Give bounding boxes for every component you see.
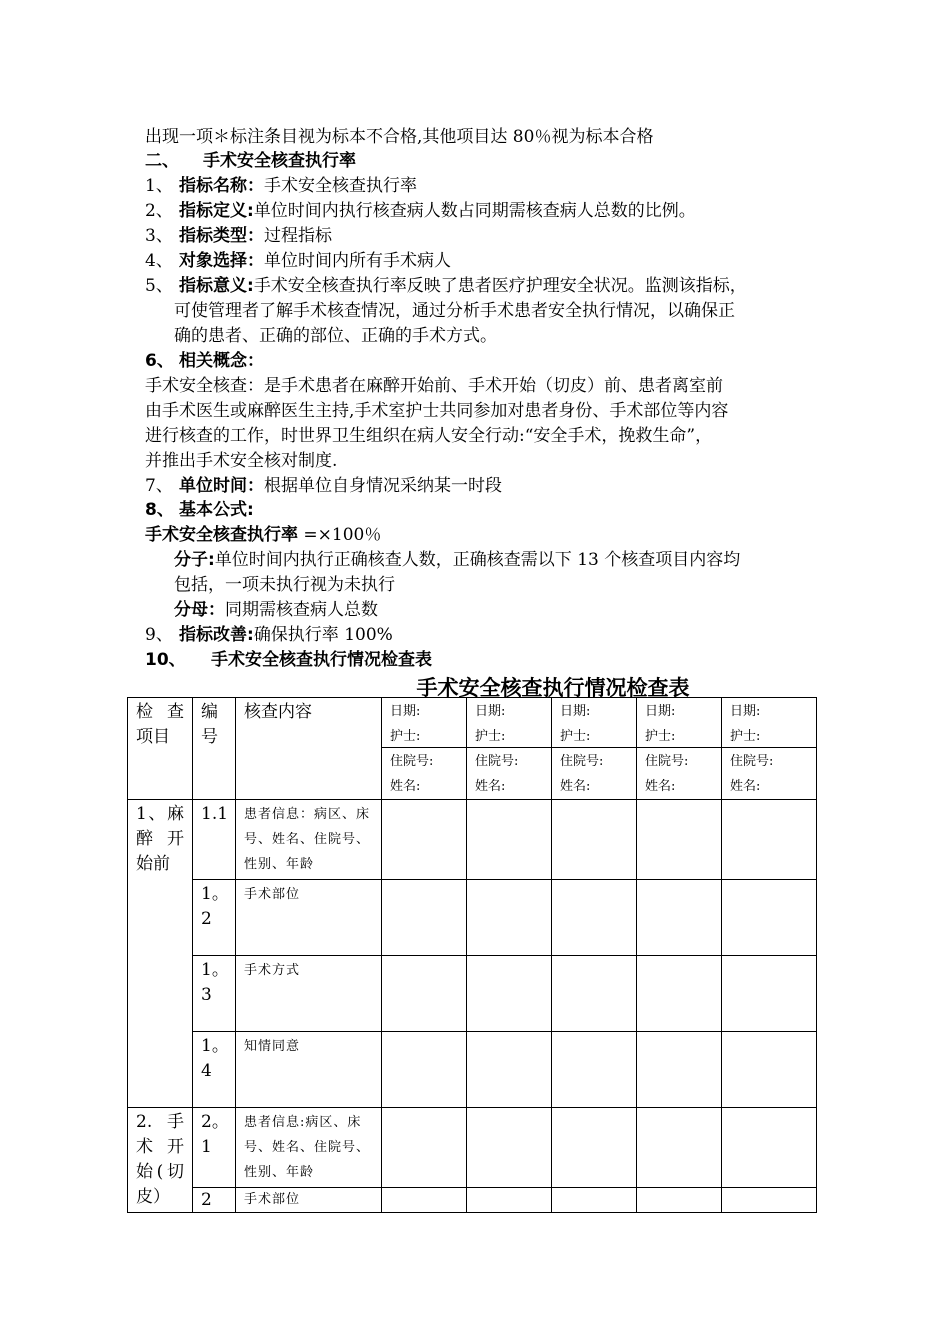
check-cell[interactable] bbox=[637, 1032, 722, 1108]
item-number: 5、 bbox=[145, 276, 173, 296]
nurse-label: 护士: bbox=[730, 729, 761, 744]
table-row bbox=[128, 1032, 817, 1108]
check-cell[interactable] bbox=[382, 956, 467, 1032]
item-number: 1、 bbox=[145, 176, 173, 196]
check-cell[interactable] bbox=[382, 800, 467, 880]
date-label: 日期: bbox=[390, 704, 421, 719]
item-text: 单位时间内执行核查病人数占同期需核查病人总数的比例。 bbox=[253, 201, 696, 221]
admission-no-label: 住院号: bbox=[560, 754, 604, 769]
item-4 bbox=[145, 249, 451, 273]
content-cell: 患者信息:病区、床号、姓名、住院号、性别、年龄 bbox=[236, 1108, 382, 1188]
check-cell[interactable] bbox=[552, 800, 637, 880]
denominator-text: 同期需核查病人总数 bbox=[225, 600, 378, 620]
check-cell[interactable] bbox=[382, 880, 467, 956]
item-number: 7、 bbox=[145, 476, 173, 496]
check-cell[interactable] bbox=[467, 956, 552, 1032]
content-cell: 知情同意 bbox=[236, 1032, 382, 1108]
check-cell[interactable] bbox=[552, 1032, 637, 1108]
date-label: 日期: bbox=[560, 704, 591, 719]
item-text: 手术安全核查执行率反映了患者医疗护理安全状况。监测该指标， bbox=[253, 276, 747, 296]
date-label: 日期: bbox=[475, 704, 506, 719]
formula-text: =×100％ bbox=[298, 525, 382, 545]
section-2-heading bbox=[145, 149, 356, 173]
check-cell[interactable] bbox=[552, 956, 637, 1032]
section-2-title: 手术安全核查执行率 bbox=[203, 151, 356, 171]
item-label: 指标名称： bbox=[179, 176, 264, 196]
item-1 bbox=[145, 174, 417, 198]
item-3 bbox=[145, 224, 332, 248]
number-cell: 1。3 bbox=[193, 956, 236, 1032]
check-cell[interactable] bbox=[722, 1108, 817, 1188]
item-number: 6、 bbox=[145, 351, 174, 371]
admission-no-label: 住院号: bbox=[390, 754, 434, 769]
formula-line bbox=[145, 523, 381, 547]
check-cell[interactable] bbox=[467, 800, 552, 880]
nurse-label: 护士: bbox=[645, 729, 676, 744]
item-text: 单位时间内所有手术病人 bbox=[264, 251, 451, 271]
check-cell[interactable] bbox=[637, 880, 722, 956]
denominator-label: 分母： bbox=[174, 600, 225, 620]
item-title: 手术安全核查执行情况检查表 bbox=[211, 650, 432, 670]
item-7 bbox=[145, 474, 502, 498]
check-item-cell: 2. 手术开始(切皮） bbox=[128, 1108, 193, 1213]
item-text: 根据单位自身情况采纳某一时段 bbox=[264, 476, 502, 496]
formula-label: 手术安全核查执行率 bbox=[145, 525, 298, 545]
item-number: 9、 bbox=[145, 625, 173, 645]
denominator-line bbox=[174, 598, 378, 622]
numerator-label: 分子: bbox=[174, 550, 215, 570]
check-cell[interactable] bbox=[552, 1108, 637, 1188]
content-cell: 患者信息：病区、床号、姓名、住院号、性别、年龄 bbox=[236, 800, 382, 880]
patient-name-label: 姓名: bbox=[645, 779, 676, 794]
check-table bbox=[127, 697, 817, 1213]
concept-line-4: 并推出手术安全核对制度. bbox=[145, 451, 338, 471]
admission-no-label: 住院号: bbox=[730, 754, 774, 769]
item-label: 指标改善: bbox=[179, 625, 254, 645]
numerator-continuation: 包括，一项未执行视为未执行 bbox=[174, 575, 395, 595]
check-cell[interactable] bbox=[637, 800, 722, 880]
date-label: 日期: bbox=[730, 704, 761, 719]
content-cell: 手术方式 bbox=[236, 956, 382, 1032]
check-cell[interactable] bbox=[467, 1188, 552, 1213]
table-title: 手术安全核查执行情况检查表 bbox=[416, 676, 690, 700]
patient-name-label: 姓名: bbox=[730, 779, 761, 794]
check-cell[interactable] bbox=[382, 1188, 467, 1213]
number-cell: 1。4 bbox=[193, 1032, 236, 1108]
header-date-cell bbox=[722, 698, 817, 800]
check-cell[interactable] bbox=[722, 880, 817, 956]
item-number: 3、 bbox=[145, 226, 173, 246]
check-cell[interactable] bbox=[722, 1032, 817, 1108]
table-row bbox=[128, 956, 817, 1032]
numerator-line bbox=[174, 548, 740, 572]
item-number: 10、 bbox=[145, 650, 186, 670]
header-date-cell bbox=[467, 698, 552, 800]
content-cell: 手术部位 bbox=[236, 880, 382, 956]
intro-line: 出现一项＊标注条目视为标本不合格,其他项目达 80％视为标本合格 bbox=[145, 127, 654, 147]
item-2 bbox=[145, 199, 696, 223]
admission-no-label: 住院号: bbox=[475, 754, 519, 769]
item-label: 相关概念： bbox=[179, 351, 264, 371]
item-5 bbox=[145, 274, 747, 298]
header-number: 编号 bbox=[193, 698, 236, 800]
check-item-cell: 1、麻醉开始前 bbox=[128, 800, 193, 1108]
check-cell[interactable] bbox=[382, 1108, 467, 1188]
header-content: 核查内容 bbox=[236, 698, 382, 800]
concept-line-2: 由手术医生或麻醉医生主持,手术室护士共同参加对患者身份、手术部位等内容 bbox=[145, 401, 729, 421]
item-text: 确保执行率 100% bbox=[253, 625, 393, 645]
content-cell: 手术部位 bbox=[236, 1188, 382, 1213]
check-cell[interactable] bbox=[722, 1188, 817, 1213]
number-cell: 2 bbox=[193, 1188, 236, 1213]
check-cell[interactable] bbox=[467, 1032, 552, 1108]
item-number: 4、 bbox=[145, 251, 173, 271]
admission-no-label: 住院号: bbox=[645, 754, 689, 769]
item-label: 指标意义: bbox=[179, 276, 254, 296]
item-5-continuation-2: 确的患者、正确的部位、正确的手术方式。 bbox=[174, 326, 497, 346]
table-row bbox=[128, 880, 817, 956]
check-cell[interactable] bbox=[552, 880, 637, 956]
nurse-label: 护士: bbox=[560, 729, 591, 744]
item-6 bbox=[145, 349, 264, 373]
number-cell: 1.1 bbox=[193, 800, 236, 880]
header-date-cell bbox=[552, 698, 637, 800]
item-9 bbox=[145, 623, 393, 647]
header-row bbox=[128, 698, 817, 800]
concept-line-3: 进行核查的工作，时世界卫生组织在病人安全行动:“安全手术，挽救生命”， bbox=[145, 426, 713, 446]
check-cell[interactable] bbox=[637, 956, 722, 1032]
number-cell: 2。1 bbox=[193, 1108, 236, 1188]
item-text: 过程指标 bbox=[264, 226, 332, 246]
header-check-item: 检 查项目 bbox=[128, 698, 193, 800]
table-row bbox=[128, 1188, 817, 1213]
table-row bbox=[128, 1108, 817, 1188]
item-text: 手术安全核查执行率 bbox=[264, 176, 417, 196]
patient-name-label: 姓名: bbox=[390, 779, 421, 794]
nurse-label: 护士: bbox=[475, 729, 506, 744]
patient-name-label: 姓名: bbox=[560, 779, 591, 794]
item-label: 对象选择： bbox=[179, 251, 264, 271]
item-5-continuation-1: 可使管理者了解手术核查情况，通过分析手术患者安全执行情况，以确保正 bbox=[174, 301, 735, 321]
item-number: 8、 bbox=[145, 500, 174, 520]
item-label: 指标类型： bbox=[179, 226, 264, 246]
item-8 bbox=[145, 498, 254, 522]
concept-line-1: 手术安全核查：是手术患者在麻醉开始前、手术开始（切皮）前、患者离室前 bbox=[145, 376, 723, 396]
header-date-cell bbox=[382, 698, 467, 800]
check-cell[interactable] bbox=[467, 1108, 552, 1188]
item-number: 2、 bbox=[145, 201, 173, 221]
section-2-number: 二、 bbox=[145, 151, 179, 171]
date-label: 日期: bbox=[645, 704, 676, 719]
item-10 bbox=[145, 648, 432, 672]
check-cell[interactable] bbox=[382, 1032, 467, 1108]
item-label: 单位时间： bbox=[179, 476, 264, 496]
table-row bbox=[128, 800, 817, 880]
number-cell: 1。2 bbox=[193, 880, 236, 956]
check-cell[interactable] bbox=[467, 880, 552, 956]
item-label: 指标定义: bbox=[179, 201, 254, 221]
check-cell[interactable] bbox=[552, 1188, 637, 1213]
check-cell[interactable] bbox=[637, 1108, 722, 1188]
nurse-label: 护士: bbox=[390, 729, 421, 744]
header-date-cell bbox=[637, 698, 722, 800]
patient-name-label: 姓名: bbox=[475, 779, 506, 794]
check-cell[interactable] bbox=[722, 956, 817, 1032]
item-label: 基本公式: bbox=[179, 500, 254, 520]
check-cell[interactable] bbox=[722, 800, 817, 880]
check-cell[interactable] bbox=[637, 1188, 722, 1213]
numerator-text: 单位时间内执行正确核查人数，正确核查需以下 13 个核查项目内容均 bbox=[214, 550, 741, 570]
